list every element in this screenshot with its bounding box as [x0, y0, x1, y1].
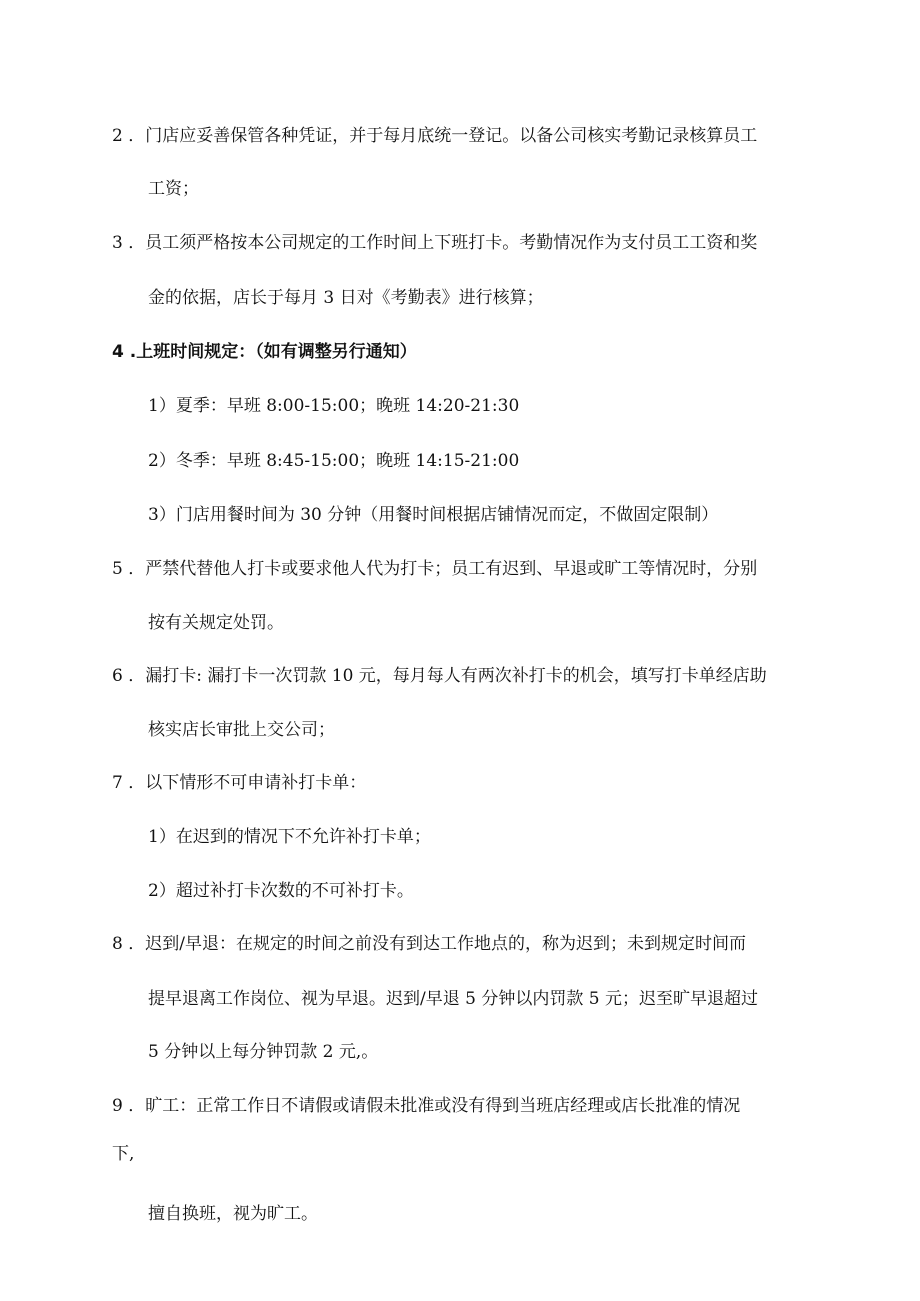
item-9-line-2: 下,: [112, 1144, 135, 1164]
item-5-line-1: 5 ．严禁代替他人打卡或要求他人代为打卡；员工有迟到、早退或旷工等情况时，分别: [112, 559, 758, 579]
item-6-line-1: 6 ．漏打卡: 漏打卡一次罚款 10 元，每月每人有两次补打卡的机会，填写打卡单经店助: [112, 666, 767, 686]
item-2-line-1: 2 ．门店应妥善保管各种凭证，并于每月底统一登记。以备公司核实考勤记录核算员工: [112, 126, 758, 146]
item-2-line-2: 工资；: [148, 179, 199, 199]
item-8-line-2: 提早退离工作岗位、视为早退。迟到/早退 5 分钟以内罚款 5 元；迟至旷早退超过: [148, 989, 758, 1009]
item-9-line-3: 擅自换班，视为旷工。: [148, 1204, 318, 1224]
item-4-sub-3: 3）门店用餐时间为 30 分钟（用餐时间根据店铺情况而定，不做固定限制）: [148, 505, 719, 525]
item-4-sub-1: 1）夏季：早班 8:00-15:00；晚班 14:20-21:30: [148, 396, 520, 416]
item-5-line-2: 按有关规定处罚。: [148, 613, 284, 633]
item-9-line-1: 9 ．旷工：正常工作日不请假或请假未批准或没有得到当班店经理或店长批准的情况: [112, 1096, 741, 1116]
item-7-sub-2: 2）超过补打卡次数的不可补打卡。: [148, 881, 414, 901]
item-7-sub-1: 1）在迟到的情况下不允许补打卡单；: [148, 827, 431, 847]
item-4-sub-2: 2）冬季：早班 8:45-15:00；晚班 14:15-21:00: [148, 451, 520, 471]
item-3-line-1: 3 ．员工须严格按本公司规定的工作时间上下班打卡。考勤情况作为支付员工工资和奖: [112, 233, 758, 253]
item-8-line-3: 5 分钟以上每分钟罚款 2 元,。: [148, 1042, 379, 1062]
item-3-line-2: 金的依据，店长于每月 3 日对《考勤表》进行核算；: [148, 288, 544, 308]
item-8-line-1: 8 ．迟到/早退：在规定的时间之前没有到达工作地点的，称为迟到；未到规定时间而: [112, 934, 746, 954]
item-7-line-1: 7 ．以下情形不可申请补打卡单：: [112, 773, 367, 793]
item-4-heading: 4 .上班时间规定：（如有调整另行通知）: [112, 342, 417, 362]
item-6-line-2: 核实店长审批上交公司；: [148, 720, 335, 740]
